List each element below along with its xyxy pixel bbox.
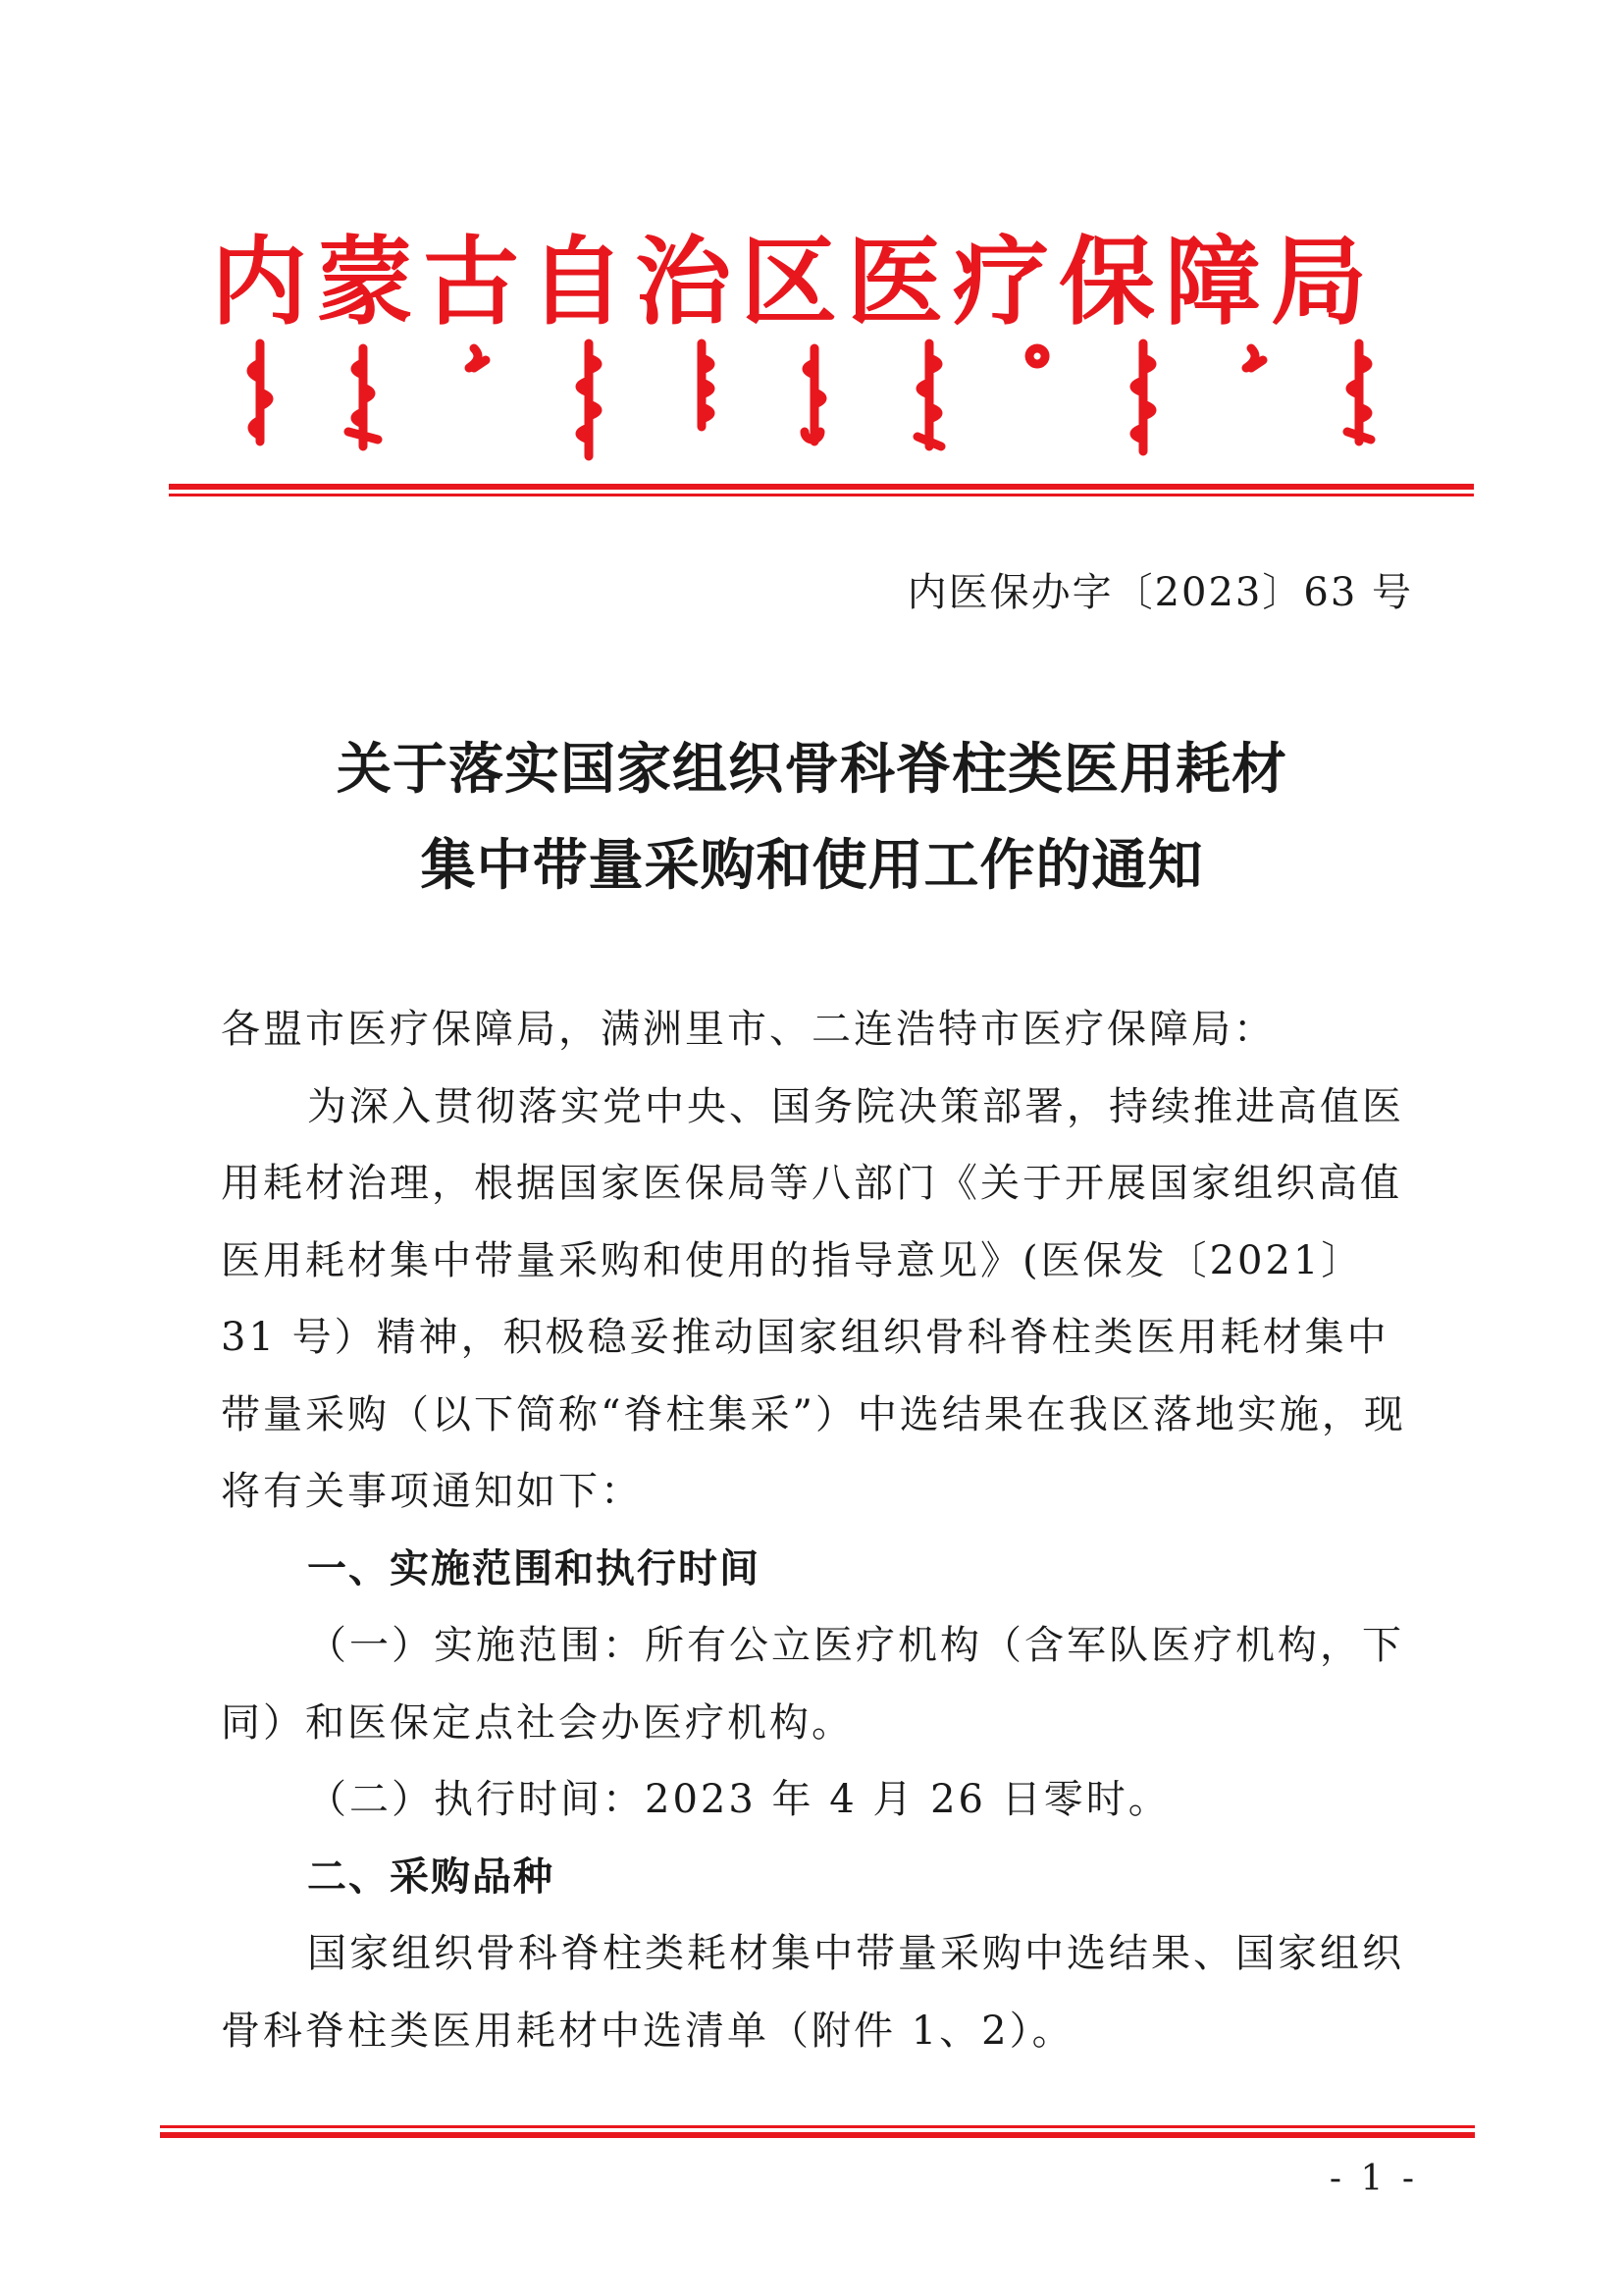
page-number: - 1 -: [1329, 2159, 1418, 2199]
document-body: [221, 991, 1413, 2069]
document-title-line1: 关于落实国家组织骨科脊柱类医用耗材: [337, 738, 1287, 802]
header-red-rule: [169, 484, 1474, 497]
footer-rule-thin: [160, 2125, 1475, 2128]
header-rule-thin: [169, 494, 1474, 496]
section1-item1: （一）实施范围：所有公立医疗机构（含军队医疗机构，下同）和医保定点社会办医疗机构。: [221, 1623, 1404, 1746]
document-title-line2: 集中带量采购和使用工作的通知: [420, 834, 1204, 898]
footer-red-rule: [160, 2125, 1475, 2139]
document-number: 内医保办字〔2023〕63 号: [907, 570, 1413, 615]
letterhead-title: 内蒙古自治区医疗保障局: [211, 227, 1378, 339]
mongolian-script-graphic: [231, 334, 1408, 461]
mongolian-script-logo: [231, 334, 1408, 461]
section2-heading: 二、采购品种: [307, 1853, 554, 1900]
intro-paragraph: 为深入贯彻落实党中央、国务院决策部署，持续推进高值医用耗材治理，根据国家医保局等八部门《关于开展国家组织高值医用耗材集中带量采购和使用的指导意见》(医保发〔2021〕31 号）精神，积极稳妥推动国家组织骨科脊柱类医用耗材集中带量采购（以下简称“脊柱集采”）中选结果在我区落地实施，现将有关事项通知如下：: [221, 1083, 1406, 1514]
section1-item2: （二）执行时间：2023 年 4 月 26 日零时。: [307, 1777, 1171, 1822]
section2-paragraph: 国家组织骨科脊柱类耗材集中带量采购中选结果、国家组织骨科脊柱类医用耗材中选清单（附件 1、2）。: [221, 1931, 1404, 2054]
section1-heading: 一、实施范围和执行时间: [307, 1545, 760, 1592]
salutation: 各盟市医疗保障局，满洲里市、二连浩特市医疗保障局：: [221, 1007, 1276, 1052]
footer-rule-thick: [160, 2132, 1475, 2138]
header-rule-thick: [169, 484, 1474, 490]
